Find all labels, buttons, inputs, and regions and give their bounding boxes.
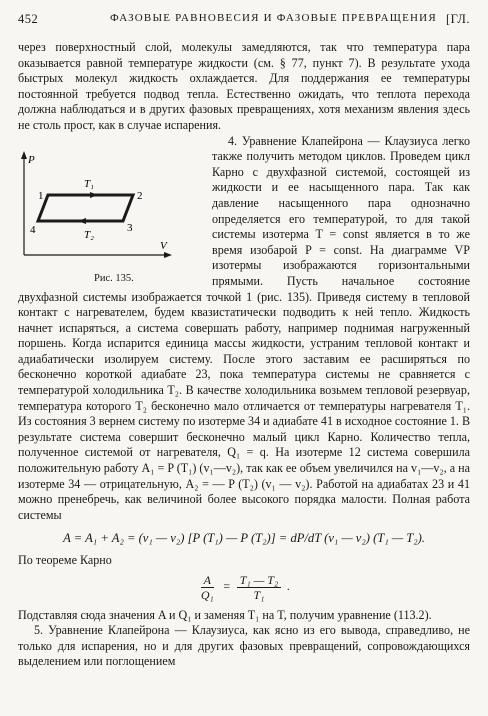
page-number: 452 <box>18 12 39 26</box>
point-4: 4 <box>30 223 36 236</box>
paragraph-substitution: Подставляя сюда значения A и Q₁ и заменяя T₁ на T, получим уравнение (113.2). <box>18 607 432 622</box>
frac-t-den: T₁ <box>253 587 265 602</box>
p-axis-arrow <box>21 151 27 159</box>
paragraph-clapeyron-cycle <box>18 134 470 524</box>
work-formula: A = A₁ + A₂ = (v₁ — v₂) [P (T₁) — P (T₂)] = dP/dT (v₁ — v₂) (T₁ — T₂). <box>63 531 425 546</box>
paragraph-2-text: 4. Уравнение Клапейрона — Клаузиуса легко также получить методом циклов. Проведем цикл Карно с двухфазной системой, состоящей из жидкости и ее насыщенного пара. Так как давление насыщенного пара однозначно определяется его температурой, то для такой системы изотерма T = const является в то же время изобарой P = const. На диаграмме VP изотермы изображаются горизонтальными прямыми. Пусть начальное состояние двухфазной системы изображается точкой 1 (рис. 135). Приведя систему в тепловой контакт с нагревателем, будем квазистатически подводить к ней тепло. Жидкость начнет испаряться, а система совершать работу, например поднимая нагруженный поршень. Когда испарится единица массы жидкости, устраним тепловой контакт и адиабатически изолируем систему. После этого заставим ее расширяться по бесконечно короткой адиабате 23, пока температура системы не сравняется с температурой холодильника T₂. В качестве холодильника возьмем тепловой резервуар, температура которого T₂ бесконечно мало отличается от температуры нагревателя T₁. Из состояния 3 вернем систему по изотерме 34 и адиабате 41 в исходное состояние 1. В результате система совершит бесконечно малый цикл Карно. Количество тепла, полученное системой от нагревателя, Q₁ = q. На изотерме 12 система совершила положительную работу A₁ = P (T₁) (v₁—v₂), так как ее объем увеличился на v₁—v₂, а на изотерме 34 — отрицательную, A₂ = — P (T₂) (v₁ — v₂). Работой на адиабатах 23 и 41 можно пренебречь, как величиной более высокого порядка малости. Полная работа системы <box>18 133 471 522</box>
frac-end: . <box>287 579 291 594</box>
running-title: ФАЗОВЫЕ РАВНОВЕСИЯ И ФАЗОВЫЕ ПРЕВРАЩЕНИЯ <box>110 12 437 24</box>
point-1: 1 <box>38 189 44 202</box>
point-2: 2 <box>137 189 143 202</box>
frac-a-den: Q₁ <box>200 587 214 602</box>
figure-caption: Рис. 135. <box>94 272 134 284</box>
point-3: 3 <box>127 221 133 234</box>
frac-t-num: T₁ — T₂ <box>237 573 281 588</box>
arrow-34 <box>78 218 86 224</box>
v-axis-label: V <box>160 239 167 252</box>
figure-135 <box>18 135 204 287</box>
paragraph-1: через поверхностный слой, молекулы замедляются, так что температура пара оказывается равной температуре жидкости (см. § 77, пункт 7). В результате ухода быстрых молекул жидкость охлаждается. Для поддержания ее температуры постоянной требуется подвод тепла. Естественно ожидать, что теплота перехода должна наблюдаться и в других фазовых превращениях, хотя механизм явления здесь не столь прост, как в случае испарения. <box>18 40 470 132</box>
running-header <box>18 12 470 30</box>
cycle-path <box>38 195 133 221</box>
paragraph-5: 5. Уравнение Клапейрона — Клаузиуса, как ясно из его вывода, справедливо, не только для испарения, но и для других фазовых превращений, сопровождающихся выделением или поглощением <box>18 623 470 669</box>
page-body <box>18 40 470 670</box>
carnot-intro: По теореме Карно <box>18 553 112 567</box>
t1-label: T₁ <box>84 177 94 190</box>
t2-label: T₂ <box>84 228 94 241</box>
carnot-formula <box>18 573 470 602</box>
arrow-12 <box>90 192 98 198</box>
frac-a-num: A <box>201 573 214 588</box>
p-axis-label: P <box>28 153 35 166</box>
chapter-marker: [ГЛ. <box>445 12 470 26</box>
v-axis-arrow <box>164 252 172 258</box>
carnot-cycle-diagram <box>18 135 204 287</box>
frac-equals: = <box>222 579 231 594</box>
